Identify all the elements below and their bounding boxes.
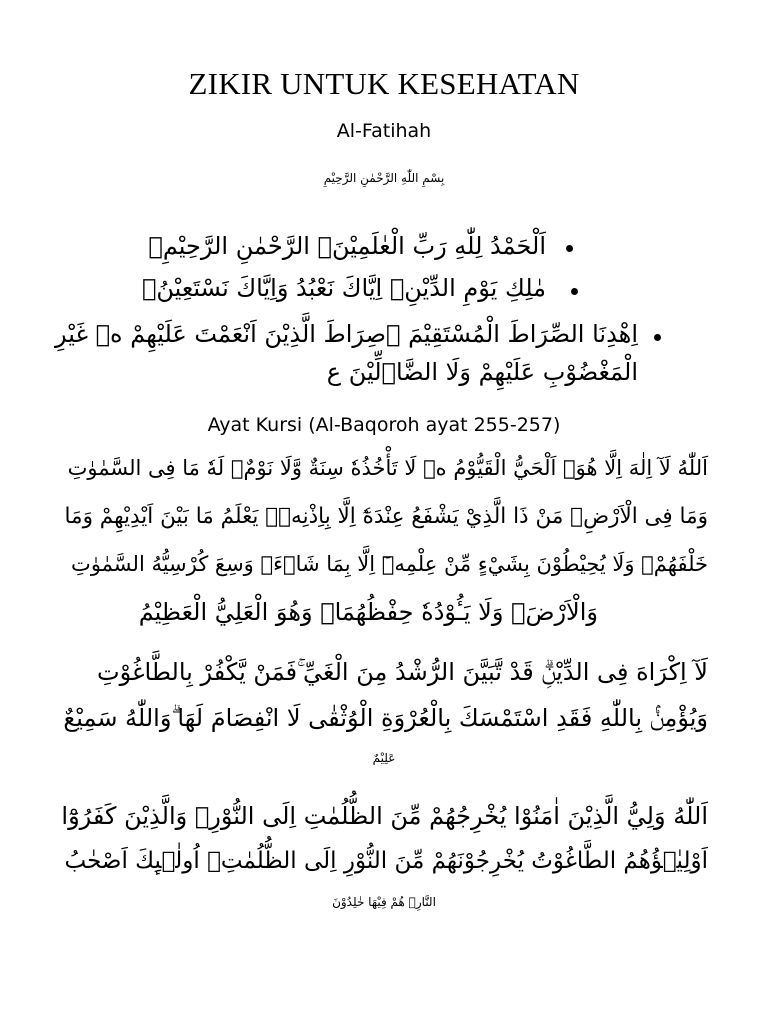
bullet-2 (571, 288, 578, 295)
ayat-kursi-p2-line-1: لَآ اِكْرَاهَ فِى الدِّيْنِۗ قَدْ تَّبَيَّنَ الرُّشْدُ مِنَ الْغَيِّ ۚفَمَنْ يَّكْفُرْ بِالطَّاغُوْتِ (97, 658, 708, 686)
fatihah-verse-2: مٰلِكِ يَوْمِ الدِّيْنِۗ اِيَّاكَ نَعْبُدُ وَاِيَّاكَ نَسْتَعِيْنُۗ (141, 274, 546, 302)
ayat-kursi-p2-line-3: عَلِيْمٌ (372, 751, 396, 765)
ayat-kursi-p3-line-3: النَّارِۚ هُمْ فِيْهَا خٰلِدُوْنَ (332, 895, 436, 909)
fatihah-verse-1: اَلْحَمْدُ لِلّٰهِ رَبِّ الْعٰلَمِيْنَۙ الرَّحْمٰنِ الرَّحِيْمِۙ (148, 232, 546, 260)
section-heading-al-fatihah: Al-Fatihah (336, 120, 432, 142)
ayat-kursi-p1-line-1: اَللّٰهُ لَآ اِلٰهَ اِلَّا هُوَۚ اَلْحَيُّ الْقَيُّوْمُ ەۚ لَا تَأْخُذُهٗ سِنَةٌ وَّلَا نَوْمٌۗ لَهٗ مَا فِى السَّمٰوٰتِ (67, 456, 708, 480)
ayat-kursi-p1-line-3: خَلْفَهُمْۚ وَلَا يُحِيْطُوْنَ بِشَيْءٍ مِّنْ عِلْمِهٖٓ اِلَّا بِمَا شَاۤءَۚ وَسِعَ كُرْسِيُّهُ السَّمٰوٰتِ (71, 552, 708, 576)
ayat-kursi-p2-line-2: وَيُؤْمِنْۢ بِاللّٰهِ فَقَدِ اسْتَمْسَكَ بِالْعُرْوَةِ الْوُثْقٰى لَا انْفِصَامَ لَهَا ۗوَاللّٰهُ سَمِيْعٌ (63, 704, 708, 732)
ayat-kursi-p3-line-2: اَوْلِيٰۤؤُهُمُ الطَّاغُوْتُ يُخْرِجُوْنَهُمْ مِّنَ النُّوْرِ اِلَى الظُّلُمٰتِۗ اُولٰۤىِٕكَ اَصْحٰبُ (64, 848, 708, 874)
section-heading-ayat-kursi: Ayat Kursi (Al-Baqoroh ayat 255-257) (207, 414, 561, 436)
bullet-3 (654, 334, 661, 341)
ayat-kursi-p1-line-4: وَالْاَرْضَۚ وَلَا يَـُٔوْدُهٗ حِفْظُهُمَاۚ وَهُوَ الْعَلِيُّ الْعَظِيْمُ (138, 598, 598, 626)
fatihah-verse-3-cont: الْمَغْضُوْبِ عَلَيْهِمْ وَلَا الضَّاۤلِّيْنَ ع (326, 358, 638, 386)
ayat-kursi-p3-line-1: اَللّٰهُ وَلِيُّ الَّذِيْنَ اٰمَنُوْا يُخْرِجُهُمْ مِّنَ الظُّلُمٰتِ اِلَى النُّوْرِۗ وَالَّذِيْنَ كَفَرُوْٓا (61, 802, 708, 830)
fatihah-verse-3: اِهْدِنَا الصِّرَاطَ الْمُسْتَقِيْمَ ۙصِرَاطَ الَّذِيْنَ اَنْعَمْتَ عَلَيْهِمْ ەۙ غَيْرِ (54, 320, 638, 348)
bullet-1 (566, 245, 573, 252)
basmalah: بِسْمِ اللّٰهِ الرَّحْمٰنِ الرَّحِيْمِ (323, 171, 445, 185)
document-title: ZIKIR UNTUK KESEHATAN (188, 66, 580, 101)
ayat-kursi-p1-line-2: وَمَا فِى الْاَرْضِۗ مَنْ ذَا الَّذِيْ يَشْفَعُ عِنْدَهٗٓ اِلَّا بِاِذْنِهٖۗ يَعْلَمُ مَا بَيْنَ اَيْدِيْهِمْ وَمَا (64, 504, 708, 529)
